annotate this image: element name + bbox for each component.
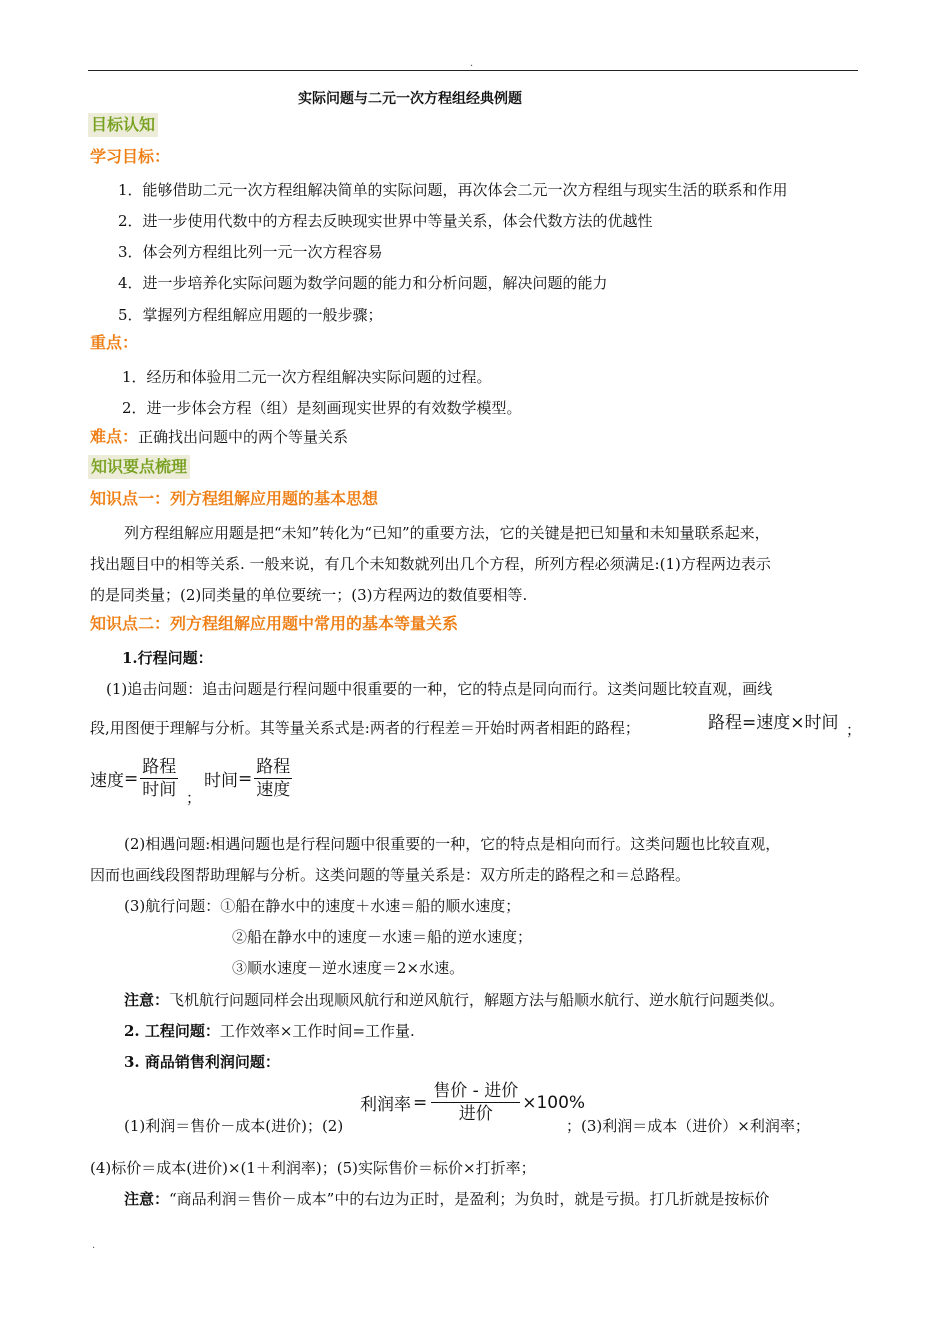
meet-line: 因而也画线段图帮助理解与分析。这类问题的等量关系是：双方所走的路程之和＝总路程。 [90,866,691,884]
sales-heading: 3. 商品销售利润问题： [124,1053,280,1071]
key-point: 2．进一步体会方程（组）是刻画现实世界的有效数学模型。 [122,399,522,417]
semicolon: ； [186,789,202,807]
sail-line: ③顺水速度－逆水速度＝2×水速。 [232,959,465,977]
sales-line: (4)标价＝成本(进价)×(1＋利润率)；(5)实际售价＝标价×打折率； [90,1159,536,1177]
goal-item: 3．体会列方程组比列一元一次方程容易 [118,243,383,261]
note-1: 注意：飞机航行问题同样会出现顺风航行和逆风航行，解题方法与船顺水航行、逆水航行问题类似。 [124,991,785,1009]
formula-speed: 速度 = $\frac{\text{路程}}{\text{时间}}$ [90,757,177,800]
section-target: 目标认知 [88,113,158,137]
travel-heading: 1.行程问题： [122,649,213,667]
key-point: 1．经历和体验用二元一次方程组解决实际问题的过程。 [122,368,492,386]
sales-line: ；(3)利润＝成本（进价）×利润率； [566,1117,810,1135]
goal-item: 2．进一步使用代数中的方程去反映现实世界中等量关系，体会代数方法的优越性 [118,212,653,230]
kp1-line: 列方程组解应用题是把“未知”转化为“已知”的重要方法，它的关键是把已知量和未知量联系起来， [124,524,770,542]
sales-line: (1)利润＝售价－成本(进价)；(2) [124,1117,344,1135]
difficulty-text: 正确找出问题中的两个等量关系 [138,428,349,446]
goals-heading: 学习目标： [90,147,171,166]
note-2: 注意：“商品利润＝售价－成本”中的右边为正时，是盈利；为负时，就是亏损。打几折就是按标价 [124,1190,770,1208]
kp1-line: 的是同类量；(2)同类量的单位要统一；(3)方程两边的数值要相等. [90,586,528,604]
formula-distance: 路程=速度×时间 [708,713,839,733]
difficulty-line [90,426,348,448]
formula-time: 时间 = $\frac{\text{路程}}{\text{速度}}$ [204,757,291,800]
chase-line: (1)追击问题：追击问题是行程问题中很重要的一种，它的特点是同向而行。这类问题比较直观，画线 [106,680,773,698]
header-dot: . [470,58,474,69]
kp2-heading: 知识点二：列方程组解应用题中常用的基本等量关系 [90,614,459,633]
footer-dot: . [92,1240,96,1251]
sail-line: ②船在静水中的速度－水速＝船的逆水速度； [232,928,533,946]
kp1-line: 找出题目中的相等关系. 一般来说，有几个未知数就列出几个方程，所列方程必须满足:(1)方程两边表示 [90,555,771,573]
goal-item: 4．进一步培养化实际问题为数学问题的能力和分析问题，解决问题的能力 [118,274,608,292]
header-rule [88,70,858,71]
meet-line: (2)相遇问题:相遇问题也是行程问题中很重要的一种，它的特点是相向而行。这类问题也比较直观， [124,835,781,853]
goal-item: 1．能够借助二元一次方程组解决简单的实际问题，再次体会二元一次方程组与现实生活的联系和作用 [118,181,788,199]
sail-line: (3)航行问题：①船在静水中的速度＋水速＝船的顺水速度； [124,897,521,915]
goal-item: 5．掌握列方程组解应用题的一般步骤； [118,306,383,324]
semicolon: ； [846,721,862,739]
kp1-heading: 知识点一：列方程组解应用题的基本思想 [90,489,379,508]
work-line: 2. 工程问题：工作效率×工作时间=工作量. [124,1022,415,1040]
difficulty-heading: 难点： [90,427,139,446]
key-heading: 重点： [90,333,139,352]
formula-profit-rate: 利润率 = $\frac{\text{售价 - 进价}}{\text{进价}}$ ×100% [360,1081,586,1124]
page-title: 实际问题与二元一次方程组经典例题 [298,91,522,107]
chase-line: 段,用图便于理解与分析。其等量关系式是:两者的行程差＝开始时两者相距的路程； [90,719,640,737]
section-knowledge: 知识要点梳理 [88,455,190,479]
